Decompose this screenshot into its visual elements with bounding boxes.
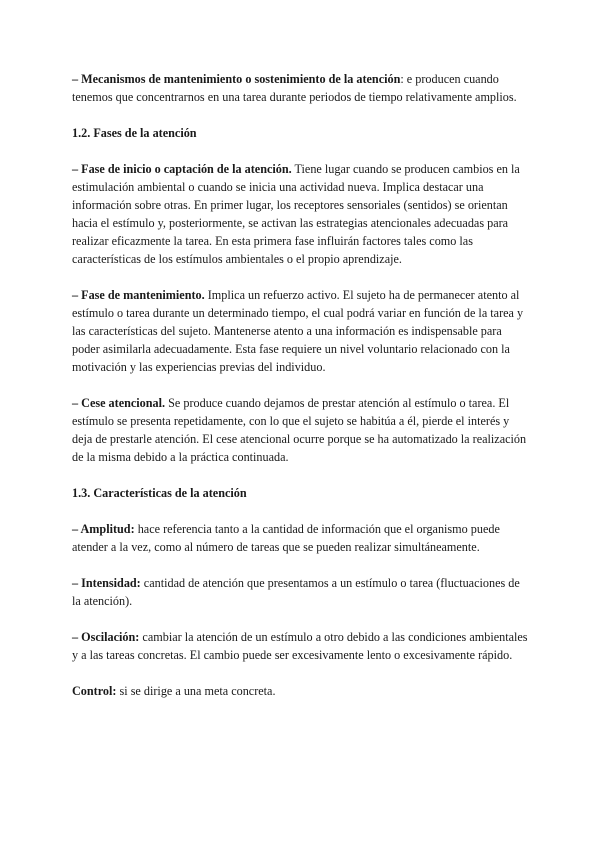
paragraph-amplitud [72, 520, 528, 556]
paragraph-fase-mantenimiento [72, 286, 528, 376]
term-fase-inicio: – Fase de inicio o captación de la atención. [72, 162, 292, 176]
text-control: si se dirige a una meta concreta. [116, 684, 276, 698]
heading-fases-atencion: 1.2. Fases de la atención [72, 126, 197, 140]
text-cese-atencional: Se produce cuando dejamos de prestar atención al estímulo o tarea. El estímulo se presenta repetidamente, con lo que el sujeto se habitúa a él, pierde el interés y deja de prestarle atención. El cese atencional ocurre porque se ha automatizado la realización de la misma debido a la práctica continuada. [72, 396, 527, 464]
term-control: Control: [72, 684, 117, 698]
text-intensidad: cantidad de atención que presentamos a un estímulo o tarea (fluctuaciones de la atención). [72, 576, 520, 608]
text-mecanismos-mantenimiento: : e producen cuando tenemos que concentrarnos en una tarea durante periodos de tiempo relativamente amplios. [72, 72, 517, 104]
term-fase-mantenimiento: – Fase de mantenimiento. [72, 288, 205, 302]
paragraph-mecanismos-mantenimiento [72, 70, 528, 106]
paragraph-cese-atencional [72, 394, 528, 466]
text-oscilacion: cambiar la atención de un estímulo a otro debido a las condiciones ambientales y a las tareas concretas. El cambio puede ser excesivamente lento o excesivamente rápido. [72, 630, 528, 662]
term-mecanismos-mantenimiento: – Mecanismos de mantenimiento o sostenimiento de la atención [72, 72, 401, 86]
term-cese-atencional: – Cese atencional. [72, 396, 166, 410]
heading-caracteristicas-atencion: 1.3. Características de la atención [72, 486, 247, 500]
term-oscilacion: – Oscilación: [72, 630, 140, 644]
text-fase-inicio: Tiene lugar cuando se producen cambios en la estimulación ambiental o cuando se inicia una actividad nueva. Implica destacar una información sobre otras. En primer lugar, los receptores sensoriales (sentidos) se orientan hacia el estímulo y, posteriormente, se activan las estrategias atencionales adecuadas para realizar eficazmente la tarea. En esta primera fase influirán factores tales como las características de los estímulos ambientales o el propio aprendizaje. [72, 162, 520, 266]
paragraph-intensidad [72, 574, 528, 610]
term-intensidad: – Intensidad: [72, 576, 141, 590]
paragraph-control [72, 682, 528, 700]
text-fase-mantenimiento: Implica un refuerzo activo. El sujeto ha de permanecer atento al estímulo o tarea durante un determinado tiempo, el cual podrá variar en función de la tarea y las características del sujeto. Mantenerse atento a una información es indispensable para poder asimilarla adecuadamente. Esta fase requiere un nivel voluntario relacionado con la motivación y las experiencias previas del individuo. [72, 288, 524, 374]
text-amplitud: hace referencia tanto a la cantidad de información que el organismo puede atender a la vez, como al número de tareas que se pueden realizar simultáneamente. [72, 522, 500, 554]
paragraph-fase-inicio [72, 160, 528, 268]
term-amplitud: – Amplitud: [72, 522, 135, 536]
paragraph-oscilacion [72, 628, 528, 664]
